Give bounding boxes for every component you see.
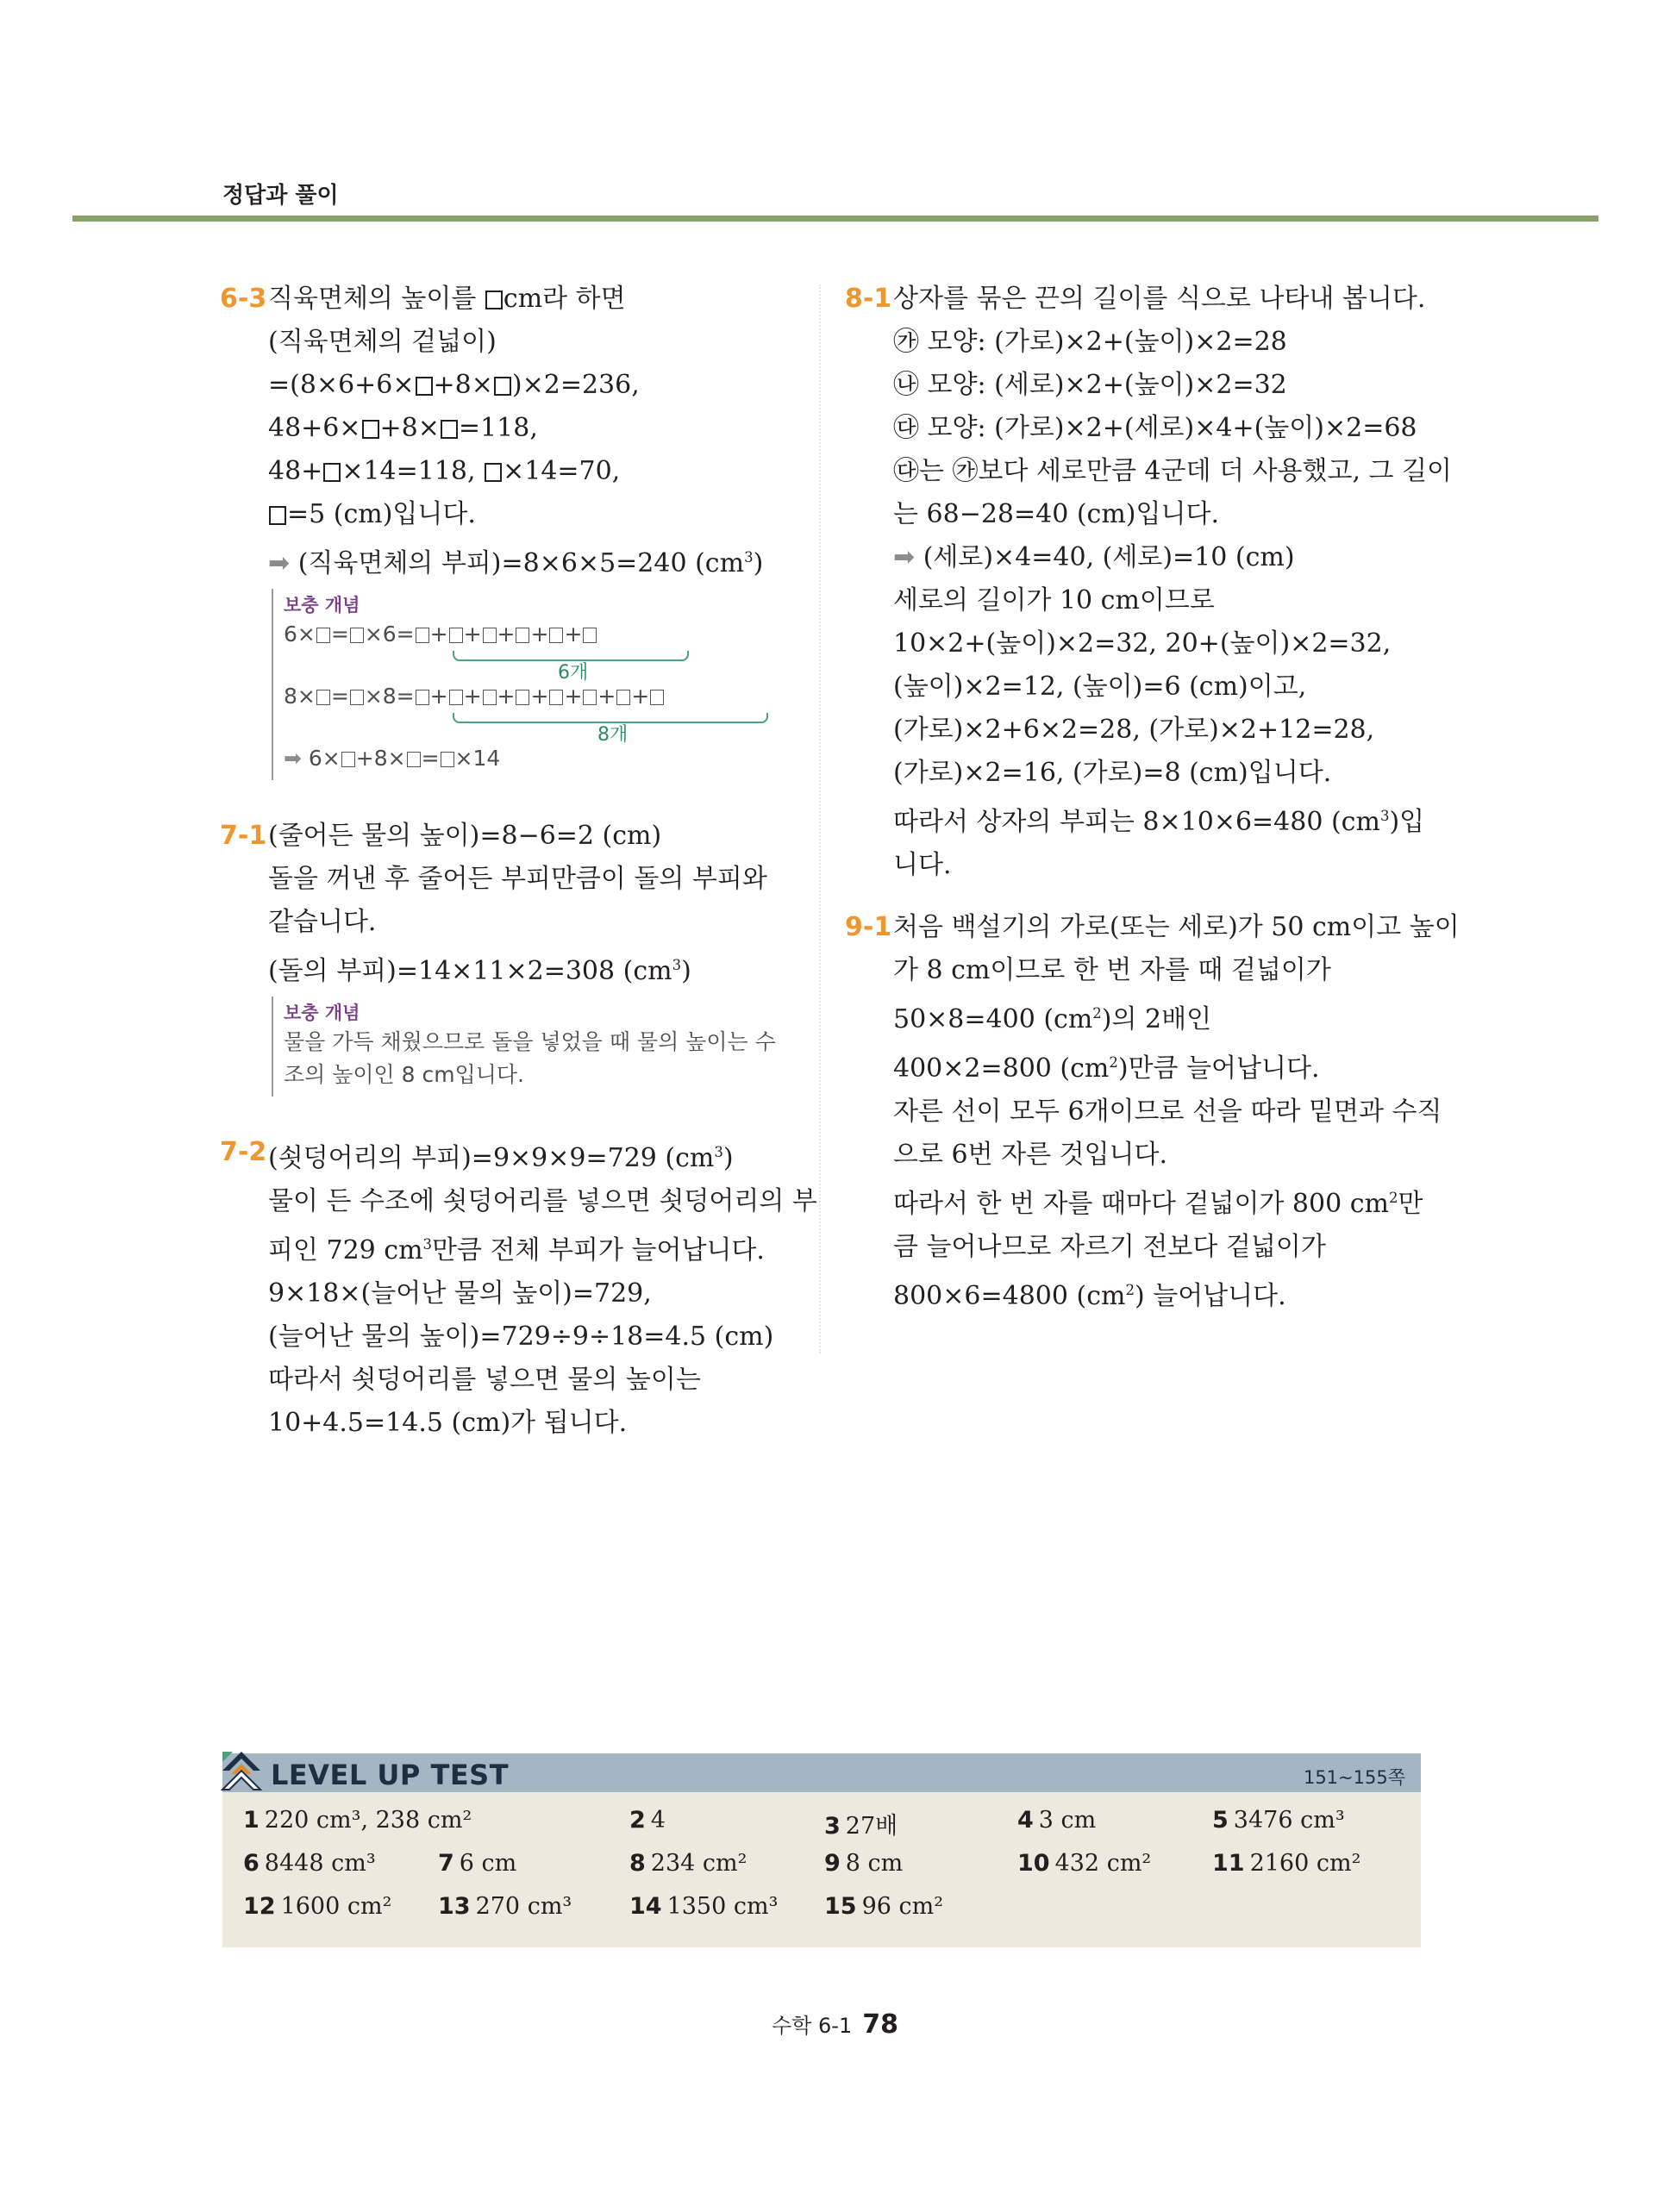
solution-line: (돌의 부피)=14×11×2=308 $(cm^3)$ xyxy=(268,956,691,986)
blank-box xyxy=(483,628,497,643)
solution-line: 400×2=800 $(cm^2)$만큼 늘어납니다. xyxy=(893,1053,1320,1084)
arrow-right-icon: ➡ xyxy=(268,548,291,578)
blank-box xyxy=(362,420,379,439)
blank-box xyxy=(483,690,497,705)
solution-line: 9×18×(늘어난 물의 높이)=729, xyxy=(268,1278,652,1309)
page-section-title: 정답과 풀이 xyxy=(222,183,339,209)
count-brace xyxy=(284,651,789,684)
header-rule xyxy=(72,216,1598,222)
blank-box xyxy=(350,628,364,643)
answer-number: 11 xyxy=(1212,1850,1245,1877)
solution-line: 처음 백설기의 가로(또는 세로)가 50 cm이고 높이 xyxy=(893,912,1460,942)
answer-item xyxy=(629,1893,778,1920)
blank-box xyxy=(316,628,330,643)
solution-line: 800×6=4800 $(cm^2)$ 늘어납니다. xyxy=(893,1281,1286,1311)
solution-line: 따라서 쇳덩어리를 넣으면 물의 높이는 xyxy=(268,1365,701,1395)
problem-6-3 xyxy=(220,278,789,780)
answer-number: 15 xyxy=(824,1893,857,1920)
blank-box xyxy=(485,463,502,482)
answer-item xyxy=(243,1850,376,1877)
supplementary-concept-box xyxy=(272,589,789,780)
blank-box xyxy=(269,506,286,525)
solution-line: ㉮ 모양: (가로)×2+(높이)×2=28 xyxy=(893,327,1287,357)
problem-7-1 xyxy=(220,815,789,1097)
answer-number: 3 xyxy=(824,1813,841,1840)
blank-box xyxy=(341,752,355,767)
page-footer xyxy=(0,2009,1670,2040)
solution-line: 10+4.5=14.5 (cm)가 됩니다. xyxy=(268,1408,628,1438)
blank-box xyxy=(650,690,664,705)
problem-number: 7-1 xyxy=(220,821,267,851)
answer-item xyxy=(824,1807,898,1840)
level-up-header xyxy=(222,1753,1421,1792)
problem-number: 6-3 xyxy=(220,284,267,314)
answer-number: 8 xyxy=(629,1850,646,1877)
answer-number: 1 xyxy=(243,1807,260,1834)
problem-7-2 xyxy=(220,1131,817,1445)
note-title: 보충 개념 xyxy=(284,595,360,615)
arrow-right-icon: ➡ xyxy=(893,542,916,572)
blank-box xyxy=(407,752,421,767)
problem-number: 7-2 xyxy=(220,1137,267,1167)
solution-line: ㉰는 ㉮보다 세로만큼 4군데 더 사용했고, 그 길이 xyxy=(893,456,1453,486)
solution-line: (쇳덩어리의 부피)=9×9×9=729 $(cm^3)$ xyxy=(268,1143,734,1173)
level-up-test-box xyxy=(222,1753,1421,1947)
blank-box xyxy=(485,291,503,309)
blank-box xyxy=(616,690,630,705)
solution-line: ㉯ 모양: (세로)×2+(높이)×2=32 xyxy=(893,370,1287,400)
solution-line: 자른 선이 모두 6개이므로 선을 따라 밑면과 수직 xyxy=(893,1097,1442,1127)
count-brace xyxy=(284,713,789,746)
answer-value: 3 cm xyxy=(1038,1807,1097,1834)
answer-value: 96 cm² xyxy=(861,1893,944,1920)
answer-item xyxy=(824,1893,943,1920)
solution-line: ➡ (세로)×4=40, (세로)=10 (cm) xyxy=(893,542,1295,572)
answer-number: 2 xyxy=(629,1807,646,1834)
note-title: 보충 개념 xyxy=(284,1003,360,1023)
answer-number: 13 xyxy=(438,1893,471,1920)
solution-line: 따라서 한 번 자를 때마다 겉넓이가 800 $cm^2$만 xyxy=(893,1189,1423,1219)
blank-box xyxy=(441,752,454,767)
answer-number: 6 xyxy=(243,1850,260,1877)
blank-box xyxy=(494,377,511,396)
solution-line: 50×8=400 $(cm^2)$의 2배인 xyxy=(893,1004,1212,1034)
blank-box xyxy=(416,628,429,643)
blank-box xyxy=(441,420,458,439)
column-divider xyxy=(819,284,821,1353)
solution-line: 는 68−28=40 (cm)입니다. xyxy=(893,499,1219,529)
solution-line: 으로 6번 자른 것입니다. xyxy=(893,1140,1168,1170)
blank-box xyxy=(516,690,529,705)
answer-item xyxy=(243,1893,391,1920)
solution-line: (가로)×2+6×2=28, (가로)×2+12=28, xyxy=(893,715,1375,745)
note-line: 8× = ×8= + + + + + + + xyxy=(284,680,789,713)
footer-subject: 수학 6-1 xyxy=(772,2014,853,2038)
solution-line: ➡ (직육면체의 부피)=8×6×5=240 $(cm^3)$ xyxy=(268,548,764,578)
solution-line: 48+6× +8× =118, xyxy=(268,413,538,443)
supplementary-concept-box xyxy=(272,997,789,1097)
answer-item xyxy=(438,1850,516,1877)
solution-line: 직육면체의 높이를 cm라 하면 xyxy=(268,284,626,314)
problem-number: 9-1 xyxy=(845,912,892,942)
arrow-right-icon: ➡ xyxy=(284,746,302,771)
answer-value: 270 cm³ xyxy=(475,1893,572,1920)
blank-box xyxy=(583,690,597,705)
answer-value: 220 cm³, 238 cm² xyxy=(264,1807,472,1834)
blank-box xyxy=(316,690,330,705)
answer-item xyxy=(243,1807,472,1834)
blank-box xyxy=(549,628,563,643)
level-up-pages: 151~155쪽 xyxy=(1303,1767,1405,1788)
solution-line: =5 (cm)입니다. xyxy=(268,493,789,536)
answer-item xyxy=(629,1850,747,1877)
solution-line: 따라서 상자의 부피는 8×10×6=480 $(cm^3)$입 xyxy=(893,807,1425,837)
solution-line: (늘어난 물의 높이)=729÷9÷18=4.5 (cm) xyxy=(268,1322,774,1352)
blank-box xyxy=(516,628,529,643)
right-column xyxy=(845,278,1460,1353)
answer-item xyxy=(1212,1850,1360,1877)
problem-number: 8-1 xyxy=(845,284,892,314)
answer-value: 3476 cm³ xyxy=(1233,1807,1345,1834)
answer-value: 6 cm xyxy=(459,1850,517,1877)
answer-number: 14 xyxy=(629,1893,662,1920)
blank-box xyxy=(416,690,429,705)
level-up-title: LEVEL UP TEST xyxy=(271,1759,510,1791)
note-line: 6× = ×6= + + + + + xyxy=(284,618,789,651)
solution-line: 10×2+(높이)×2=32, 20+(높이)×2=32, xyxy=(893,628,1392,659)
answer-number: 4 xyxy=(1017,1807,1034,1834)
answer-value: 8 cm xyxy=(845,1850,904,1877)
brace-label: 8개 xyxy=(597,724,629,746)
blank-box xyxy=(583,628,597,643)
solution-line: =(8×6+6× +8× )×2=236, xyxy=(268,370,640,400)
solution-line: ㉰ 모양: (가로)×2+(세로)×4+(높이)×2=68 xyxy=(893,413,1417,443)
note-text: 물을 가득 채웠으므로 돌을 넣었을 때 물의 높이는 수조의 높이인 8 cm입니다. xyxy=(284,1029,776,1087)
answer-value: 2160 cm² xyxy=(1249,1850,1361,1877)
solution-line: 니다. xyxy=(893,850,952,880)
blank-box xyxy=(449,690,463,705)
answer-value: 4 xyxy=(650,1807,666,1834)
answer-number: 10 xyxy=(1017,1850,1050,1877)
answer-value: 1600 cm² xyxy=(280,1893,392,1920)
blank-box xyxy=(449,628,463,643)
solution-line: 48+ ×14=118, ×14=70, xyxy=(268,456,621,486)
solution-line: (가로)×2=16, (가로)=8 (cm)입니다. xyxy=(893,758,1332,788)
answer-value: 8448 cm³ xyxy=(264,1850,376,1877)
problem-8-1 xyxy=(845,278,1453,887)
solution-line: (줄어든 물의 높이)=8−6=2 (cm) xyxy=(268,821,662,851)
page-number: 78 xyxy=(862,2009,898,2040)
answer-item xyxy=(1212,1807,1345,1834)
solution-line: 피인 729 $cm^3$만큼 전체 부피가 늘어납니다. xyxy=(268,1235,765,1265)
answer-value: 27배 xyxy=(845,1813,898,1840)
blank-box xyxy=(416,377,433,396)
level-up-logo-icon xyxy=(219,1748,264,1793)
blank-box xyxy=(323,463,341,482)
problem-9-1 xyxy=(845,906,1460,1318)
answer-value: 1350 cm³ xyxy=(666,1893,779,1920)
answer-number: 7 xyxy=(438,1850,454,1877)
answer-item xyxy=(1017,1807,1096,1834)
solution-line: (높이)×2=12, (높이)=6 (cm)이고, xyxy=(893,672,1307,702)
left-column xyxy=(220,278,817,1479)
blank-box xyxy=(549,690,563,705)
answer-item xyxy=(629,1807,666,1834)
solution-line: 가 8 cm이므로 한 번 자를 때 겉넓이가 xyxy=(893,955,1331,985)
solution-line: 큼 늘어나므로 자르기 전보다 겉넓이가 xyxy=(893,1232,1326,1262)
answer-number: 5 xyxy=(1212,1807,1229,1834)
brace-label: 6개 xyxy=(558,662,589,684)
answer-item xyxy=(824,1850,903,1877)
solution-line: 돌을 꺼낸 후 줄어든 부피만큼이 돌의 부피와 같습니다. xyxy=(268,864,767,937)
note-line: ➡ 6× +8× = ×14 xyxy=(284,746,501,771)
answer-number: 9 xyxy=(824,1850,841,1877)
answer-value: 432 cm² xyxy=(1054,1850,1152,1877)
answer-item xyxy=(438,1893,572,1920)
solution-line: 상자를 묶은 끈의 길이를 식으로 나타내 봅니다. xyxy=(893,284,1426,314)
answer-number: 12 xyxy=(243,1893,276,1920)
solution-line: 세로의 길이가 10 cm이므로 xyxy=(893,585,1215,615)
solution-line: (직육면체의 겉넓이) xyxy=(268,327,497,357)
solution-line: 물이 든 수조에 쇳덩어리를 넣으면 쇳덩어리의 부 xyxy=(268,1186,817,1216)
answer-item xyxy=(1017,1850,1151,1877)
answer-value: 234 cm² xyxy=(650,1850,747,1877)
blank-box xyxy=(350,690,364,705)
